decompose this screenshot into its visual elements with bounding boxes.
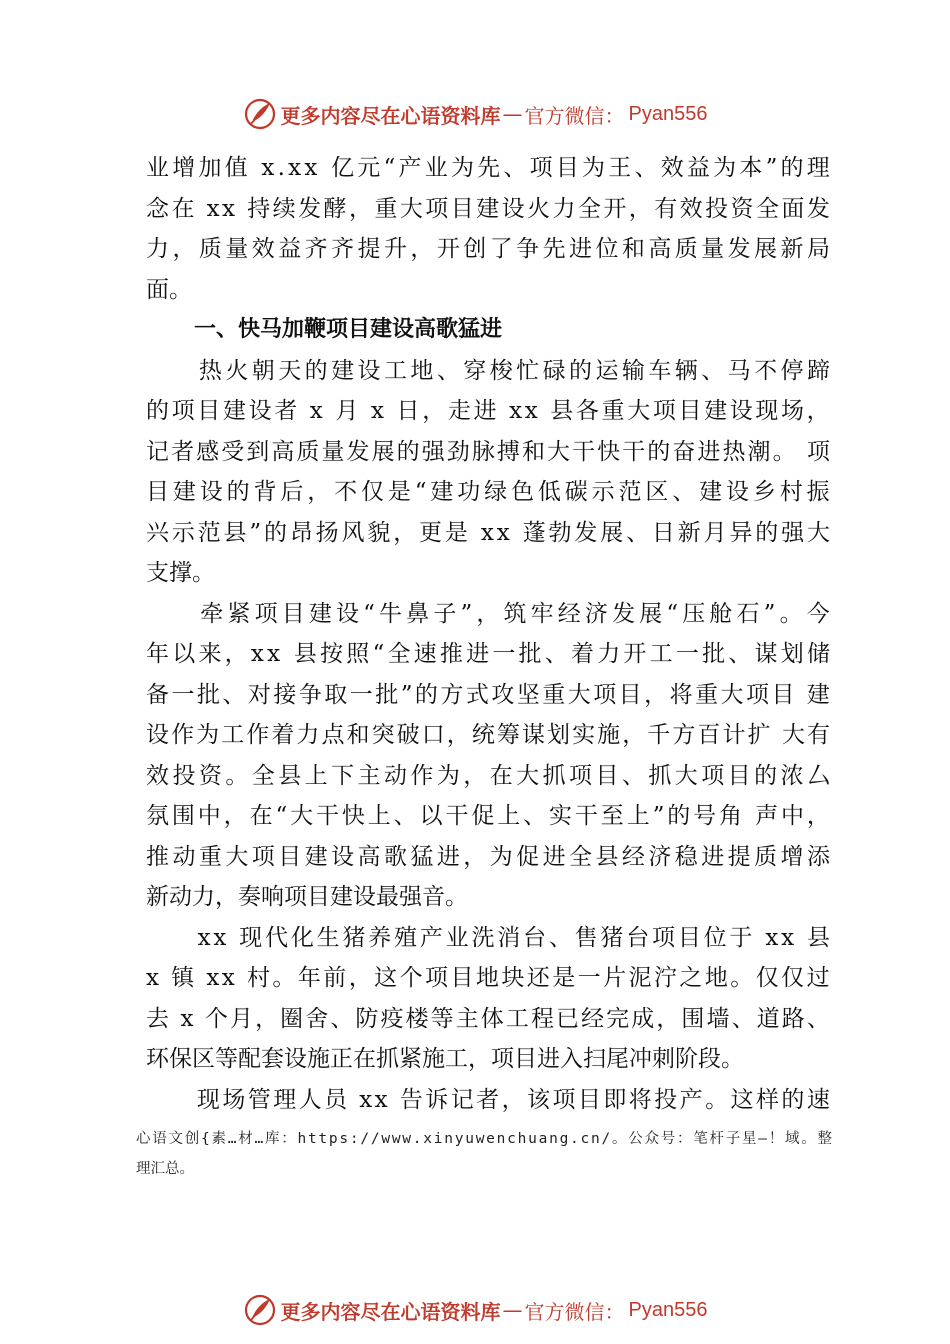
text-line: x x 现 代 化 生 猪 养 殖 产 业 洗 消 台 、 售 猪 台 项 目 位 于 x x 县	[197, 924, 830, 951]
text-line: 设 作 为 工 作 着 力 点 和 突 破 口 ， 统 筹 谋 划 实 施 ， 千 方 百 计 扩 大 有	[146, 722, 830, 748]
feather-pen-logo-icon	[243, 1293, 277, 1327]
text-line: 去 x 个 月 ， 圈 舍 、 防 疫 楼 等 主 体 工 程 已 经 完 成 ， 围 墙 、 道 路 、	[146, 1005, 830, 1032]
feather-pen-logo-icon	[243, 97, 277, 131]
text-line: 力 ， 质 量 效 益 齐 齐 提 升 ， 开 创 了 争 先 进 位 和 高 质 量 发 展 新 局	[146, 236, 830, 262]
text-line: 记 者 感 受 到 高 质 量 发 展 的 强 劲 脉 搏 和 大 干 快 干 的 奋 进 热 潮 。 项	[146, 438, 830, 465]
text-line: 目 建 设 的 背 后 ， 不 仅 是 “ 建 功 绿 色 低 碳 示 范 区 、 建 设 乡 村 振	[146, 479, 830, 505]
banner-wechat-id: Pyan556	[628, 1298, 708, 1321]
footer-line: 心 语 文 创 { 素 … 材 … 库 ： h t t p s : / / w w w . x i n y u w e n c h u a n g . c n / 。 公 众 号 ： 笔 杆 子 星 — ！ 域 。 整	[136, 1131, 832, 1147]
banner-title: 更多内容尽在心语资料库	[280, 1299, 501, 1324]
banner-title: 更多内容尽在心语资料库	[280, 103, 501, 128]
section-heading: 一、快马加鞭项目建设高歌猛进	[194, 317, 503, 342]
text-line: x 镇 x x 村 。 年 前 ， 这 个 项 目 地 块 还 是 一 片 泥 泞 之 地 。 仅 仅 过	[146, 965, 830, 991]
text-line: 推 动 重 大 项 目 建 设 高 歌 猛 进 ， 为 促 进 全 县 经 济 稳 进 提 质 增 添	[146, 843, 830, 870]
footer-note	[136, 1124, 832, 1184]
text-line: 兴 示 范 县 ” 的 昂 扬 风 貌 ， 更 是 x x 蓬 勃 发 展 、 日 新 月 异 的 强 大	[146, 519, 830, 546]
banner-label: 官方微信：	[524, 103, 625, 128]
text-line: 备 一 批 、 对 接 争 取 一 批 ” 的 方 式 攻 坚 重 大 项 目 ， 将 重 大 项 目 建	[146, 681, 830, 708]
footer-line: 理汇总。	[136, 1161, 194, 1177]
text-line: 现 场 管 理 人 员 x x 告 诉 记 者 ， 该 项 目 即 将 投 产 。 这 样 的 速	[196, 1086, 830, 1113]
text-line: 支撑。	[146, 560, 215, 586]
banner-dash: —	[502, 1298, 523, 1322]
banner-label: 官方微信：	[524, 1299, 625, 1324]
banner-wechat-id: Pyan556	[628, 102, 708, 125]
text-line: 热 火 朝 天 的 建 设 工 地 、 穿 梭 忙 碌 的 运 输 车 辆 、 马 不 停 蹄	[198, 357, 830, 384]
text-line: 牵 紧 项 目 建 设 “ 牛 鼻 子 ” ， 筑 牢 经 济 发 展 “ 压 舱 石 ” 。 今	[200, 600, 830, 627]
banner-dash: —	[502, 102, 523, 126]
document-body	[146, 148, 830, 1120]
text-line: 环保区等配套设施正在抓紧施工，项目进入扫尾冲刺阶段。	[146, 1046, 744, 1072]
text-line: 业 增 加 值 x . x x 亿 元 “ 产 业 为 先 、 项 目 为 王 、 效 益 为 本 ” 的 理	[146, 155, 830, 181]
text-line: 的 项 目 建 设 者 x 月 x 日 ， 走 进 x x 县 各 重 大 项 目 建 设 现 场 ，	[146, 398, 830, 424]
text-line: 年 以 来 ， x x 县 按 照 “ 全 速 推 进 一 批 、 着 力 开 工 一 批 、 谋 划 储	[146, 641, 830, 667]
footer-banner	[0, 1288, 950, 1332]
text-line: 念 在 x x 持 续 发 酵 ， 重 大 项 目 建 设 火 力 全 开 ， 有 效 投 资 全 面 发	[146, 195, 830, 222]
text-line: 新动力，奏响项目建设最强音。	[146, 884, 468, 910]
header-banner	[0, 92, 950, 136]
text-line: 效 投 资 。 全 县 上 下 主 动 作 为 ， 在 大 抓 项 目 、 抓 大 项 目 的 浓 厶	[146, 762, 830, 789]
text-line: 面。	[146, 276, 192, 303]
text-line: 氛 围 中 ， 在 “ 大 干 快 上 、 以 干 促 上 、 实 干 至 上 ” 的 号 角 声 中 ，	[146, 803, 830, 829]
